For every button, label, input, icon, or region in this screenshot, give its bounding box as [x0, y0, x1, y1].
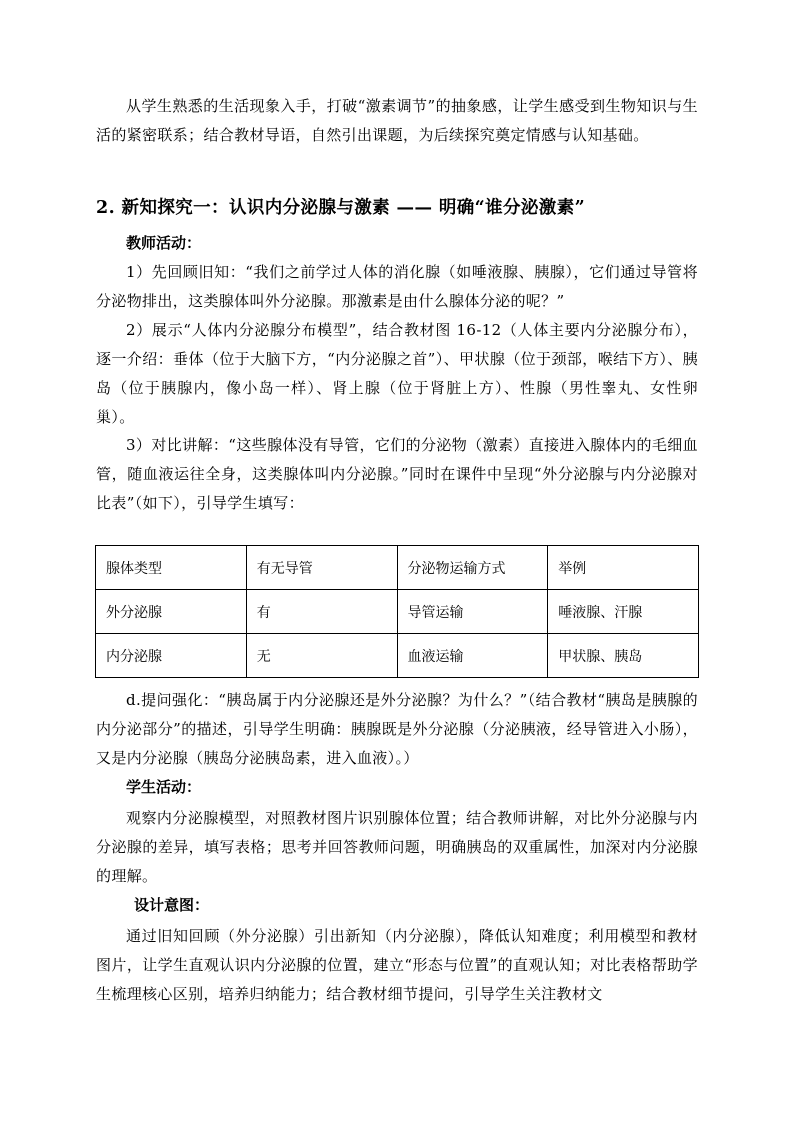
student-activity-label: 学生活动： [126, 778, 202, 796]
intro-paragraph: 从学生熟悉的生活现象入手，打破“激素调节”的抽象感，让学生感受到生物知识与生活的紧密联系；结合教材导语，自然引出课题，为后续探究奠定情感与认知基础。 [96, 97, 698, 144]
student-activity-text: 观察内分泌腺模型，对照教材图片识别腺体位置；结合教师讲解，对比外分泌腺与内分泌腺的差异，填写表格；思考并回答教师问题，明确胰岛的双重属性，加深对内分泌腺的理解。 [96, 809, 698, 885]
table-cell: 唾液腺、汗腺 [548, 590, 699, 634]
table-header-cell: 有无导管 [246, 546, 397, 590]
table-cell: 外分泌腺 [96, 590, 247, 634]
table-row [96, 634, 699, 678]
table-row [96, 590, 699, 634]
table-cell: 血液运输 [397, 634, 548, 678]
gland-comparison-table [95, 545, 699, 678]
teacher-activity-label: 教师活动： [126, 234, 202, 252]
table-cell: 有 [246, 590, 397, 634]
teacher-step-2: 2）展示“人体内分泌腺分布模型”，结合教材图 16-12（人体主要内分泌腺分布），逐一介绍：垂体（位于大脑下方，“内分泌腺之首”）、甲状腺（位于颈部，喉结下方）、胰岛（位于胰腺内，像小岛一样）、肾上腺（位于肾脏上方）、性腺（男性睾丸、女性卵巢）。 [96, 321, 698, 426]
table-cell: 内分泌腺 [96, 634, 247, 678]
design-intent-label: 设计意图： [134, 896, 210, 914]
table-cell: 甲状腺、胰岛 [548, 634, 699, 678]
table-header-cell: 举例 [548, 546, 699, 590]
section-heading: 2. 新知探究一：认识内分泌腺与激素 —— 明确“谁分泌激素” [96, 198, 586, 218]
table-header-cell: 腺体类型 [96, 546, 247, 590]
design-intent-text: 通过旧知回顾（外分泌腺）引出新知（内分泌腺），降低认知难度；利用模型和教材图片，让学生直观认识内分泌腺的位置，建立“形态与位置”的直观认知；对比表格帮助学生梳理核心区别，培养归纳能力；结合教材细节提问，引导学生关注教材文 [96, 927, 698, 1003]
table-cell: 导管运输 [397, 590, 548, 634]
teacher-step-3: 3）对比讲解：“这些腺体没有导管，它们的分泌物（激素）直接进入腺体内的毛细血管，随血液运往全身，这类腺体叫内分泌腺。”同时在课件中呈现“外分泌腺与内分泌腺对比表”（如下），引导学生填写： [96, 436, 698, 512]
teacher-step-4: d.提问强化：“胰岛属于内分泌腺还是外分泌腺？为什么？”（结合教材“胰岛是胰腺的内分泌部分”的描述，引导学生明确：胰腺既是外分泌腺（分泌胰液，经导管进入小肠），又是内分泌腺（胰岛分泌胰岛素，进入血液）。） [96, 691, 698, 767]
table-header-row [96, 546, 699, 590]
teacher-step-1: 1）先回顾旧知：“我们之前学过人体的消化腺（如唾液腺、胰腺），它们通过导管将分泌物排出，这类腺体叫外分泌腺。那激素是由什么腺体分泌的呢？” [96, 263, 698, 310]
table-cell: 无 [246, 634, 397, 678]
table-header-cell: 分泌物运输方式 [397, 546, 548, 590]
